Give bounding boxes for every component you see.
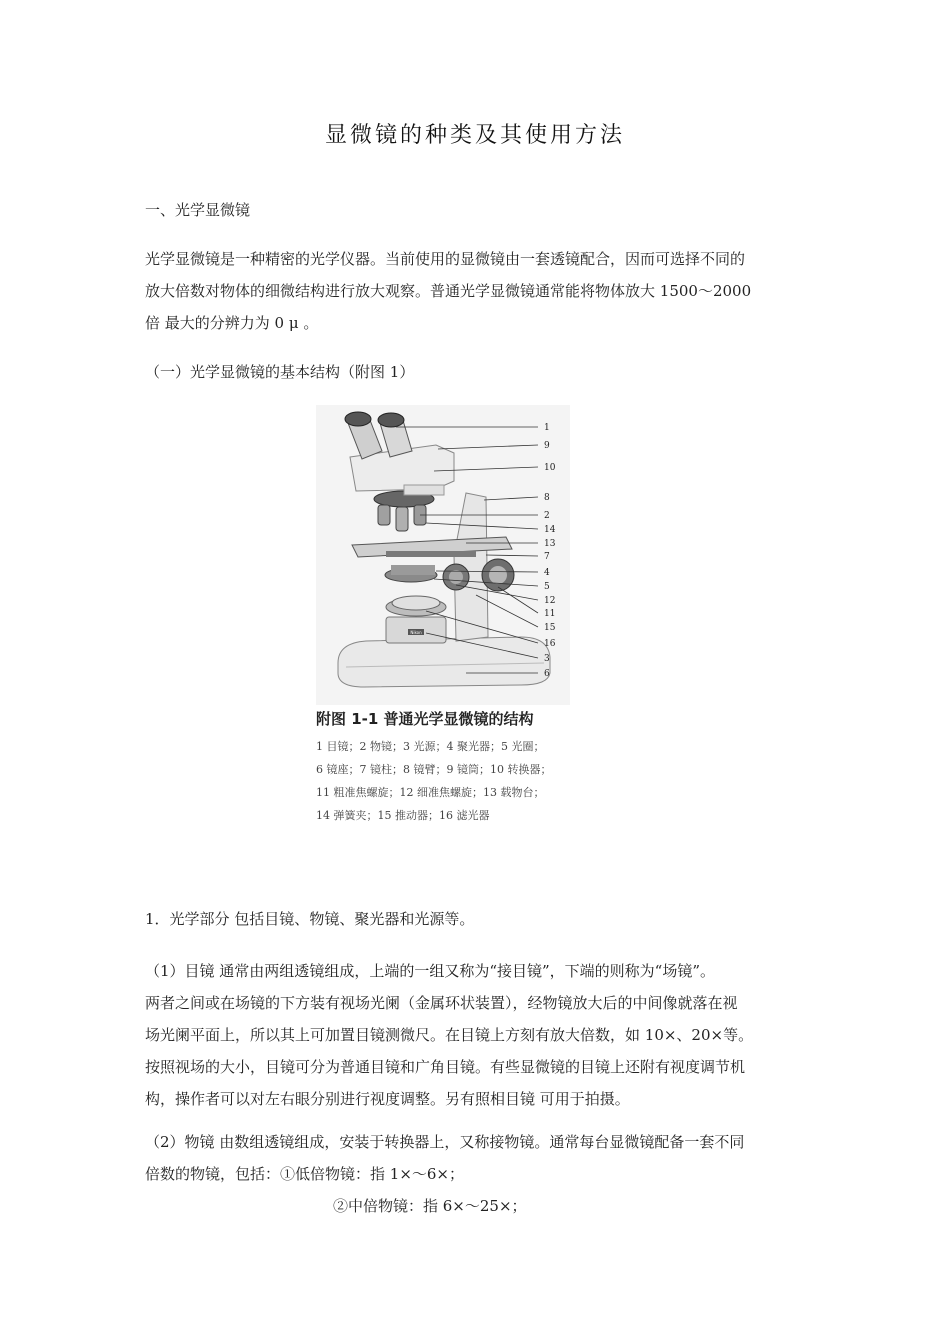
objective-paragraph [145, 1126, 810, 1190]
figure-caption-title: 附图 1-1 普通光学显微镜的结构 [316, 710, 534, 728]
objective-line: 倍数的物镜，包括：①低倍物镜：指 1×～6×； [145, 1165, 464, 1183]
intro-line: 光学显微镜是一种精密的光学仪器。当前使用的显微镜由一套透镜配合，因而可选择不同的 [145, 250, 746, 268]
figure-label: 9 [544, 441, 550, 451]
figure-label: 7 [544, 552, 550, 562]
figure-label: 11 [544, 609, 556, 619]
figure-label: 1 [544, 423, 550, 433]
figure-label: 10 [544, 463, 556, 473]
subsection-heading-structure: （一）光学显微镜的基本结构（附图 1） [145, 363, 415, 381]
figure-label: 13 [544, 539, 556, 549]
figure-label: 4 [544, 568, 550, 578]
eyepiece-paragraph [145, 955, 810, 1115]
part-heading-optics: 1．光学部分 包括目镜、物镜、聚光器和光源等。 [145, 910, 475, 928]
figure-caption-line: 11 粗准焦螺旋；12 细准焦螺旋；13 载物台； [316, 786, 545, 799]
intro-paragraph [145, 243, 810, 339]
figure-caption-line: 1 目镜；2 物镜；3 光源；4 聚光器；5 光圈； [316, 740, 545, 753]
figure-label: 8 [544, 493, 550, 503]
figure-label: 6 [544, 669, 550, 679]
page-title: 显微镜的种类及其使用方法 [324, 123, 625, 148]
objective-medium-line: ②中倍物镜：指 6×～25×； [333, 1197, 527, 1215]
figure-caption-line: 6 镜座；7 镜柱；8 镜臂；9 镜筒；10 转换器； [316, 763, 552, 776]
intro-line: 倍 最大的分辨力为 0 μ 。 [145, 314, 319, 332]
figure-label: 3 [544, 654, 550, 664]
section-heading-optical: 一、光学显微镜 [145, 201, 251, 219]
eyepiece-line: 两者之间或在场镜的下方装有视场光阑（金属环状装置），经物镜放大后的中间像就落在视 [145, 994, 738, 1012]
figure-caption-line: 14 弹簧夹；15 推动器；16 滤光器 [316, 809, 490, 822]
figure-label: 5 [544, 582, 550, 592]
eyepiece-line: （1）目镜 通常由两组透镜组成，上端的一组又称为“接目镜”，下端的则称为“场镜”。 [145, 962, 715, 980]
figure-label: 2 [544, 511, 550, 521]
eyepiece-line: 场光阑平面上，所以其上可加置目镜测微尺。在目镜上方刻有放大倍数，如 10×、20×等。 [145, 1026, 754, 1044]
figure-label: 12 [544, 596, 556, 606]
brand-logo: Nikon [410, 630, 422, 635]
objective-line: （2）物镜 由数组透镜组成，安装于转换器上，又称接物镜。通常每台显微镜配备一套不同 [145, 1133, 745, 1151]
eyepiece-line: 构，操作者可以对左右眼分别进行视度调整。另有照相目镜 可用于拍摄。 [145, 1090, 630, 1108]
figure-label: 16 [544, 639, 556, 649]
intro-line: 放大倍数对物体的细微结构进行放大观察。普通光学显微镜通常能将物体放大 1500～2000 [145, 282, 752, 300]
figure-label: 14 [544, 525, 556, 535]
figure-label: 15 [544, 623, 556, 633]
microscope-diagram [316, 405, 570, 705]
eyepiece-line: 按照视场的大小，目镜可分为普通目镜和广角目镜。有些显微镜的目镜上还附有视度调节机 [145, 1058, 746, 1076]
